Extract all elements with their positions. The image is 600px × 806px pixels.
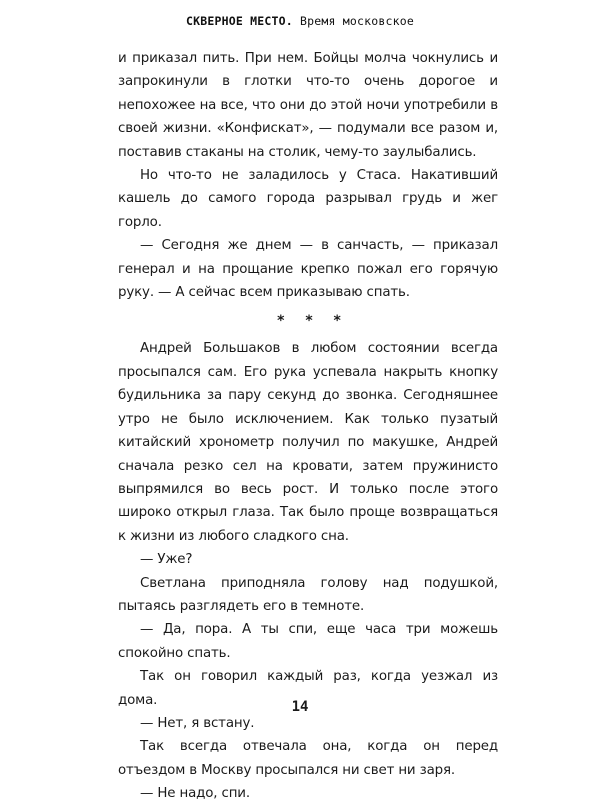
running-header-title: СКВЕРНОЕ МЕСТО. — [186, 14, 293, 28]
paragraph: Андрей Большаков в любом состоянии всегда просыпался сам. Его рука успевала накрыть кнопку будильника за пару секунд до звонка. Сегодняшнее утро не было исключением. Как только пузатый китайский хронометр получил по макушке, Андрей сначала резко сел на кровати, затем пружинисто выпрямился во весь рост. И только после этого широко открыл глаза. Так было проще возвращаться к жизни из любого сладкого сна. — [118, 341, 498, 544]
paragraph: и приказал пить. При нем. Бойцы молча чокнулись и запрокинули в глотки что-то очень дорогое и непохожее на все, что они до этой ночи употребили в своей жизни. «Конфискат», — подумали все разом и, поставив стаканы на столик, чему-то заулыбались. — [118, 51, 498, 160]
body-text — [118, 47, 498, 806]
paragraph: Так всегда отвечала она, когда он перед отъездом в Москву просыпался ни свет ни заря. — [118, 739, 498, 778]
paragraph: — Не надо, спи. — [140, 786, 250, 802]
paragraph: — Уже? — [140, 552, 193, 568]
paragraph: — Сегодня же днем — в санчасть, — приказал генерал и на прощание крепко пожал его горячую руку. — А сейчас всем приказываю спать. — [118, 238, 498, 301]
paragraph: Но что-то не заладилось у Стаса. Накативший кашель до самого города разрывал грудь и жег горло. — [118, 168, 498, 230]
paragraph: Светлана приподняла голову над подушкой, пытаясь разглядеть его в темноте. — [118, 575, 498, 614]
paragraph: Так он говорил каждый раз, когда уезжал из дома. — [118, 669, 498, 708]
section-separator: * * * — [277, 313, 349, 330]
page-number: 14 — [291, 699, 309, 715]
running-header — [0, 14, 600, 28]
paragraph: — Нет, я встану. — [140, 715, 255, 731]
paragraph: — Да, пора. А ты спи, еще часа три можешь спокойно спать. — [118, 622, 498, 661]
running-header-subtitle: Время московское — [300, 14, 414, 28]
